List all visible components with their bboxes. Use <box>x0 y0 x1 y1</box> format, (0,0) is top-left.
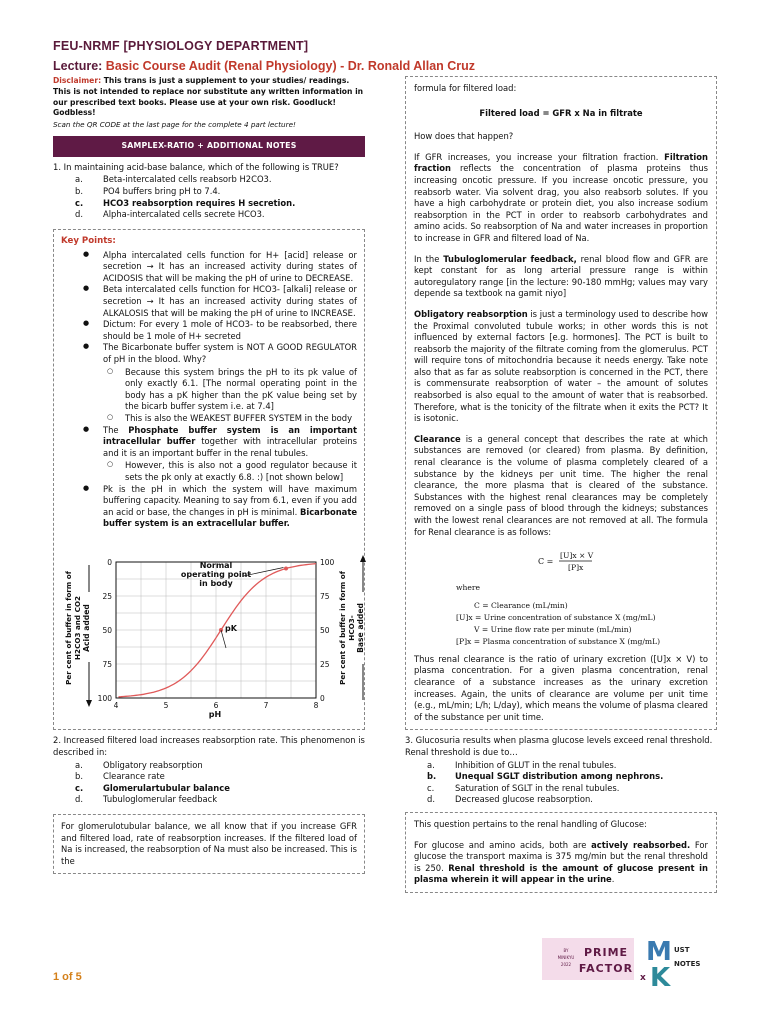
left-tick-label: 100 <box>97 693 112 703</box>
svg-text:C =: C = <box>538 557 554 567</box>
svg-text:[U]x = Urine concentration of: [U]x = Urine concentration of substance X (mg/mL) <box>456 613 656 623</box>
left-column <box>53 76 365 874</box>
sub-point: ○ This is also the WEAKEST BUFFER SYSTEM in the body <box>103 413 357 425</box>
svg-text:UST: UST <box>674 946 690 954</box>
scan-note: Scan the QR CODE at the last page for the complete 4 part lecture! <box>53 120 296 130</box>
x-tick-label: 6 <box>213 700 219 710</box>
sub-point: ○ Because this system brings the pH to its pk value of only exactly 6.1. [The normal operating point in the body has a pK higher than the pK value being set by the bicarb buffer system i.e. at 7.4] <box>103 367 357 413</box>
option-3c: c. Saturation of SGLT in the renal tubules. <box>427 782 620 793</box>
glucose-intro: This question pertains to the renal handling of Glucose: <box>414 818 647 829</box>
sub-points <box>103 460 357 483</box>
left-tick-label: 50 <box>102 625 112 635</box>
option-1d: d. Alpha-intercalated cells secrete HCO3. <box>75 209 265 220</box>
question-3: 3. Glucosuria results when plasma glucose levels exceed renal threshold. Renal threshold is due to… <box>405 735 713 757</box>
glucose-paragraph: For glucose and amino acids, both are actively reabsorbed. For glucose the transport maxima is 375 mg/min but the renal threshold is 250. Renal threshold is the amount of glucose present in plasma wherein it will appear in the urine. <box>414 839 709 885</box>
clearance-paragraph: Clearance is a general concept that describes the rate at which substances are removed (or cleared) from plasma. By definition, renal clearance is the volume of plasma completely cleared of a substance by the kidneys per unit time. The higher the renal clearance, the more plasma that is cleared of the substance. Substances with the highest renal clearances may be completely removed on a single pass of blood through the kidneys; substances with the lowest renal clearances are not removed at all. The formula for Renal clearance is as follows: <box>414 433 708 537</box>
lecture-name: Basic Course Audit (Renal Physiology) - Dr. Ronald Allan Cruz <box>105 59 476 74</box>
page-header <box>53 38 733 76</box>
key-points-box <box>53 229 365 731</box>
normal-point <box>284 566 288 570</box>
sub-point: ○ However, this is also not a good regulator because it sets the pk only at exactly 6.8. :) [not shown below] <box>103 460 357 483</box>
obligatory-paragraph: Obligatory reabsorption is just a terminology used to describe how the Proximal convoluted tubule works; in other words this is not influenced by external factors [e.g. hormones]. The PCT is built to reabsorb the majority of the filtrate coming from the glomerulus. PCT will require tons of mitochondria because it needs energy. Take note also that as far as solute reabsorption is concerned in the PCT, there is commensurate reabsorption of water – the amount of solutes reabsorbed is also equal to the amount of water that is reabsorbed. Therefore, what is the tonicity of the filtrate when it exits the PCT? It is isotonic. <box>414 308 708 424</box>
key-point: ● Pk is the pH in which the system will have maximum buffering capacity. Meaning to say from 6.1, even if you add an acid or base, the changes in pH is minimal. Bicarbonate buffer system is an extracellular buffer. <box>61 484 357 530</box>
question-1-options <box>53 174 365 220</box>
disclaimer <box>53 76 365 119</box>
x-tick-label: 4 <box>113 700 119 710</box>
lecture-title <box>53 58 733 75</box>
svg-text:[P]x = Plasma concentration of: [P]x = Plasma concentration of substance X (mg/mL) <box>456 637 661 647</box>
right-tick-label: 0 <box>320 693 325 703</box>
department-title: FEU-NRMF [PHYSIOLOGY DEPARTMENT] <box>53 39 309 53</box>
x-tick-label: 8 <box>313 700 319 710</box>
formula-intro: formula for filtered load: <box>414 83 517 93</box>
option-3a: a. Inhibition of GLUT in the renal tubules. <box>427 759 617 770</box>
option-2b: b. Clearance rate <box>75 771 165 782</box>
question-1: 1. In maintaining acid-base balance, which of the following is TRUE? <box>53 161 339 172</box>
svg-text:PRIME: PRIME <box>583 946 629 959</box>
svg-text:MINIKYU: MINIKYU <box>557 955 575 960</box>
clearance-paragraph-2: Thus renal clearance is the ratio of urinary excretion ([U]x × V) to plasma concentration. For a given plasma concentration, renal clearance of a substance increases as the urinary excretion increases. Again, the units of clearance are volume per unit time (e.g., mL/min; L/h; L/day), which means the volume of plasma cleared of the substance per unit time. <box>414 653 708 722</box>
disclaimer-label: Disclaimer: <box>53 76 102 85</box>
glucose-box <box>405 812 717 893</box>
right-tick-label: 50 <box>320 625 330 635</box>
x-tick-label: 7 <box>263 700 269 710</box>
option-2a: a. Obligatory reabsorption <box>75 759 203 770</box>
svg-text:K: K <box>650 963 671 990</box>
base-added-label: Base added <box>356 602 365 653</box>
option-1a: a. Beta-intercalated cells reabsorb H2CO3. <box>75 174 272 185</box>
svg-text:BY: BY <box>563 948 569 953</box>
svg-text:where: where <box>456 583 481 593</box>
key-points-list <box>61 250 357 530</box>
gfr-paragraph: If GFR increases, you increase your filtration fraction. Filtration fraction reflects the concentration of plasma proteins thus increasing oncotic pressure. If you increase oncotic pressure, you reabsorb water. Via solvent drag, you also reabsorb solutes. If you have a high carbohydrate or protein diet, you also increase sodium reabsorption in the PCT in order to reabsorb carbohydrates and amino acids. So reabsorption of Na and water increases in proportion to increase in GFR and filtered load of Na. <box>414 151 708 243</box>
option-3d: d. Decreased glucose reabsorption. <box>427 794 593 805</box>
page-number: 1 of 5 <box>53 971 82 983</box>
option-2d: d. Tubuloglomerular feedback <box>75 794 218 805</box>
explanation-box <box>405 76 717 730</box>
option-3b-answer: b. Unequal SGLT distribution among nephrons. <box>427 771 664 782</box>
left-tick-label: 75 <box>102 659 112 669</box>
right-axis-label: Per cent of buffer in form of <box>338 571 347 685</box>
svg-text:[P]x: [P]x <box>568 563 584 573</box>
key-point: ● The Bicarbonate buffer system is NOT A GOOD REGULATOR of pH in the blood. Why? ○ Because this system brings the pH to its pk value of only exactly 6.1. [The normal operating point in the body has a pK higher than the pK value being set by the bicarb buffer system i.e. at 7.4] ○ This is also the WEAKEST BUFFER SYSTEM in the body <box>61 342 357 424</box>
right-tick-label: 75 <box>320 591 330 601</box>
option-1c-answer: c. HCO3 reabsorption requires H secretion. <box>75 197 296 208</box>
right-tick-label: 100 <box>320 557 335 567</box>
lecture-label: Lecture: <box>53 59 106 74</box>
acid-added-label: Acid added <box>82 604 91 652</box>
key-point: ● Alpha intercalated cells function for H+ [acid] release or secretion → It has an increased activity during states of ACIDOSIS that will be making the pH of urine to DECREASE. <box>61 250 357 285</box>
question-3-options <box>405 760 717 806</box>
svg-text:NOTES: NOTES <box>674 960 701 968</box>
svg-text:[U]x × V: [U]x × V <box>560 551 594 561</box>
how-question: How does that happen? <box>414 131 514 142</box>
right-tick-label: 25 <box>320 659 330 669</box>
svg-text:2022: 2022 <box>560 962 572 967</box>
buffer-titration-figure <box>61 540 373 720</box>
right-column <box>405 76 717 893</box>
key-point: ● The Phosphate buffer system is an important intracellular buffer together with intracellular proteins and it is an important buffer in the renal tubules. ○ However, this is also not a good regulator because it sets the pk only at exactly 6.8. :) [not shown below] <box>61 425 357 484</box>
disclaimer-text: This trans is just a supplement to your studies/ readings. This is not intended to replace nor substitute any written information in our prescribed text books. Please use at your own risk. Goodluck! Godbless! <box>53 76 364 118</box>
svg-text:x: x <box>640 973 646 983</box>
option-2c-answer: c. Glomerulartubular balance <box>75 782 230 793</box>
question-2: 2. Increased filtered load increases reabsorption rate. This phenomenon is described in: <box>53 735 365 758</box>
x-axis-label: pH <box>208 709 222 719</box>
x-tick-label: 5 <box>163 700 169 710</box>
svg-text:V = Urine flow rate per minute: V = Urine flow rate per minute (mL/min) <box>474 625 632 635</box>
filtered-load-formula: Filtered load = GFR x Na in filtrate <box>479 107 643 118</box>
pk-label: pK <box>225 623 237 633</box>
left-tick-label: 0 <box>107 557 112 567</box>
question-2-explanation: For glomerulotubular balance, we all know that if you increase GFR and filtered load, rate of reabsorption increases. If the filtered load of Na is increased, the reabsorption of Na must also be increased. This is the <box>53 814 365 874</box>
question-2-options <box>53 760 365 806</box>
key-point: ● Beta intercalated cells function for HCO3- [alkali] release or secretion → It has an increased activity during states of ALKALOSIS that will be making the pH of urine to INCREASE. <box>61 284 357 319</box>
normal-operating-point-label: Normal operating point in body <box>180 560 252 588</box>
left-axis-label: Per cent of buffer in form of <box>64 571 73 685</box>
svg-text:FACTOR: FACTOR <box>578 962 634 975</box>
right-axis-label-2: HCO3- <box>347 615 356 641</box>
svg-text:C = Clearance (mL/min): C = Clearance (mL/min) <box>474 601 568 611</box>
section-banner: SAMPLEX-RATIO + ADDITIONAL NOTES <box>53 136 365 157</box>
option-1b: b. PO4 buffers bring pH to 7.4. <box>75 186 221 196</box>
tgf-paragraph: In the Tubuloglomerular feedback, renal blood flow and GFR are kept constant for as long arterial pressure range is within autoregulatory range [in the lecture: 90-180 mmHg; values may vary depende sa textbook na gamit niyo] <box>414 253 708 299</box>
prime-factor-logo <box>540 930 740 990</box>
left-axis-label-2: H2CO3 and CO2 <box>73 595 82 660</box>
key-points-title: Key Points: <box>61 235 116 246</box>
key-point: ● Dictum: For every 1 mole of HCO3- to be reabsorbed, there should be 1 mole of H+ secreted <box>61 319 357 342</box>
sub-points <box>103 367 357 425</box>
svg-text:M: M <box>646 937 672 967</box>
left-tick-label: 25 <box>102 591 112 601</box>
